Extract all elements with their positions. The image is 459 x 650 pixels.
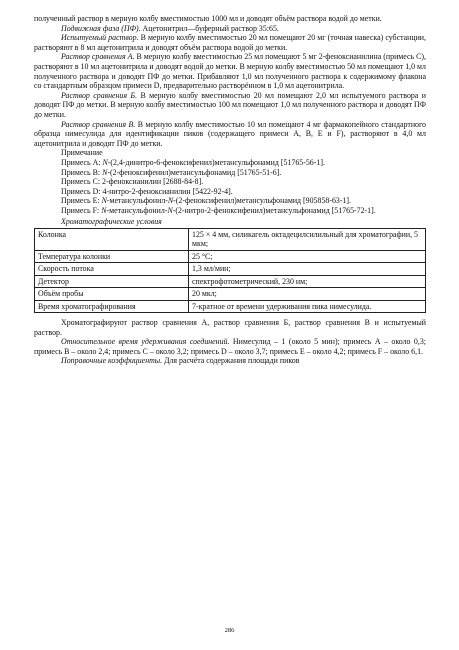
body-test-solution: В мерную колбу вместимостью 20 мл помещают 20 мг (точная навеска) субстанции, растворяют в 8 мл ацетонитрила и доводят объём раствора водой до метки.	[34, 33, 426, 52]
paragraph-continuation: полученный раствор в мерную колбу вместимостью 1000 мл и доводят объём раствора водой до метки.	[34, 14, 382, 23]
paragraph-reference-v	[34, 120, 426, 149]
note-a-text: -(2,4-динитро-6-феноксифенил)метансульфонамид [51765-56-1].	[107, 157, 325, 167]
note-e-prefix: Примесь E:	[61, 196, 102, 206]
note-e-n2: N	[167, 196, 174, 206]
paragraph-test-solution	[34, 33, 426, 52]
table-row	[35, 250, 426, 262]
note-a-prefix: Примесь А:	[61, 157, 103, 167]
conditions-table	[34, 228, 426, 313]
table-cell-value: 25 °С;	[189, 250, 426, 262]
table-cell-value: 1,3 мл/мин;	[189, 263, 426, 275]
body-mobile-phase: Ацетонитрил—буферный раствор 35:65.	[140, 23, 279, 33]
table-cell-label: Скорость потока	[35, 263, 189, 275]
table-row	[35, 263, 426, 275]
conditions-caption: Хроматографические условия	[61, 217, 162, 227]
paragraph-reference-a	[34, 52, 426, 90]
body-reference-a: В мерную колбу вместимостью 25 мл помещают 5 мг 2-феноксианилина (примесь С), растворяют в 10 мл ацетонитрила и доводят водой до метки. В мерную колбу вместимостью 50 мл помещают 1,0 мл полученного раствора и доводят ПФ до метки. Прибавляют 1,0 мл полученного раствора к содержимому флакона со стандартным образцом примеси D, предварительно растворённом в 1,0 мл ацетонитрила.	[34, 52, 426, 91]
table-row	[35, 288, 426, 300]
note-e-n1: N	[101, 196, 107, 206]
paragraph-chromatograph: Хроматографируют раствор сравнения А, раствор сравнения Б, раствор сравнения В и испытуемый раствор.	[34, 317, 426, 337]
note-impurity-f	[34, 206, 426, 216]
table-cell-value: спектрофотометрический, 230 нм;	[189, 275, 426, 287]
heading-reference-b: Раствор сравнения Б.	[61, 90, 138, 100]
paragraph-retention	[34, 337, 426, 356]
paragraph-reference-b	[34, 91, 426, 120]
body-correction: Для расчёта содержания площади пиков	[162, 356, 300, 366]
heading-test-solution: Испытуемый раствор.	[61, 33, 139, 43]
note-heading: Примечание	[61, 148, 103, 158]
heading-retention: Относительное время удерживания соединений.	[61, 337, 230, 347]
note-f-n2: N	[167, 205, 173, 215]
body-retention: Нимесулид – 1 (около 5 мин); примесь А – около 0,3; примесь B – около 2,4; примесь C – около 3,2; примесь D – около 3,7; примесь E – около 4,2; примесь F – около 6,1.	[34, 337, 426, 356]
table-cell-label: Объём пробы	[35, 288, 189, 300]
note-a-n: N	[102, 157, 108, 167]
note-impurity-e	[34, 196, 426, 206]
body-reference-v: В мерную колбу вместимостью 10 мл помещают 4 мг фармакопейного стандартного образца нимесулида для идентификации пиков (содержащего примеси A, B, E и F), растворяют в 4,0 мл ацетонитрила и доводят ПФ до метки.	[34, 119, 426, 148]
table-cell-label: Температура колонки	[35, 250, 189, 262]
note-f-text: -(2-нитро-2-феноксифенил)метансульфонамид [51765-72-1].	[172, 205, 376, 215]
note-impurity-c: Примесь C: 2-феноксианилин [2688-84-8].	[61, 177, 204, 187]
paragraph-mobile-phase	[34, 24, 426, 34]
note-f-prefix: Примесь F:	[61, 205, 102, 215]
note-b-prefix: Примесь B:	[61, 167, 103, 177]
table-cell-label: Детектор	[35, 275, 189, 287]
heading-mobile-phase: Подвижная фаза (ПФ).	[61, 23, 141, 33]
table-row	[35, 300, 426, 312]
note-impurity-b	[34, 168, 426, 178]
table-cell-value: 7-кратное от времени удерживания пика нимесулида.	[189, 300, 426, 312]
note-f-mid: -метансульфонил-	[106, 205, 168, 215]
table-cell-value: 20 мкл;	[189, 288, 426, 300]
note-impurity-d: Примесь D: 4-нитро-2-феноксианилин [5422-92-4].	[61, 186, 233, 196]
table-cell-label: Колонка	[35, 229, 189, 251]
paragraph-correction	[34, 356, 426, 366]
table-cell-label: Время хроматографирования	[35, 300, 189, 312]
note-b-n: N	[102, 167, 108, 177]
table-row	[35, 229, 426, 251]
table-cell-value: 125 × 4 мм, силикагель октадецилсилильный для хроматографии, 5 мкм;	[189, 229, 426, 251]
note-impurity-a	[34, 158, 426, 168]
page-number: 286	[224, 627, 235, 634]
heading-reference-v: Раствор сравнения В.	[61, 119, 136, 129]
page-body	[34, 14, 426, 366]
note-e-text: -(2-феноксифенил)метансульфонамид [905858-63-1].	[173, 196, 352, 206]
note-b-text: -(2-феноксифенил)метансульфонамид [51765-51-6].	[107, 167, 282, 177]
heading-reference-a: Раствор сравнения А.	[61, 52, 135, 62]
note-e-mid: -метансульфонил-	[106, 196, 168, 206]
note-f-n1: N	[101, 205, 107, 215]
table-row	[35, 275, 426, 287]
heading-correction: Поправочные коэффициенты.	[61, 356, 163, 366]
body-reference-b: В мерную колбу вместимостью 20 мл помещают 2,0 мл испытуемого раствора и доводят ПФ до метки. В мерную колбу вместимостью 100 мл помещают 1,0 мл полученного раствора и доводят ПФ до метки.	[34, 90, 426, 119]
